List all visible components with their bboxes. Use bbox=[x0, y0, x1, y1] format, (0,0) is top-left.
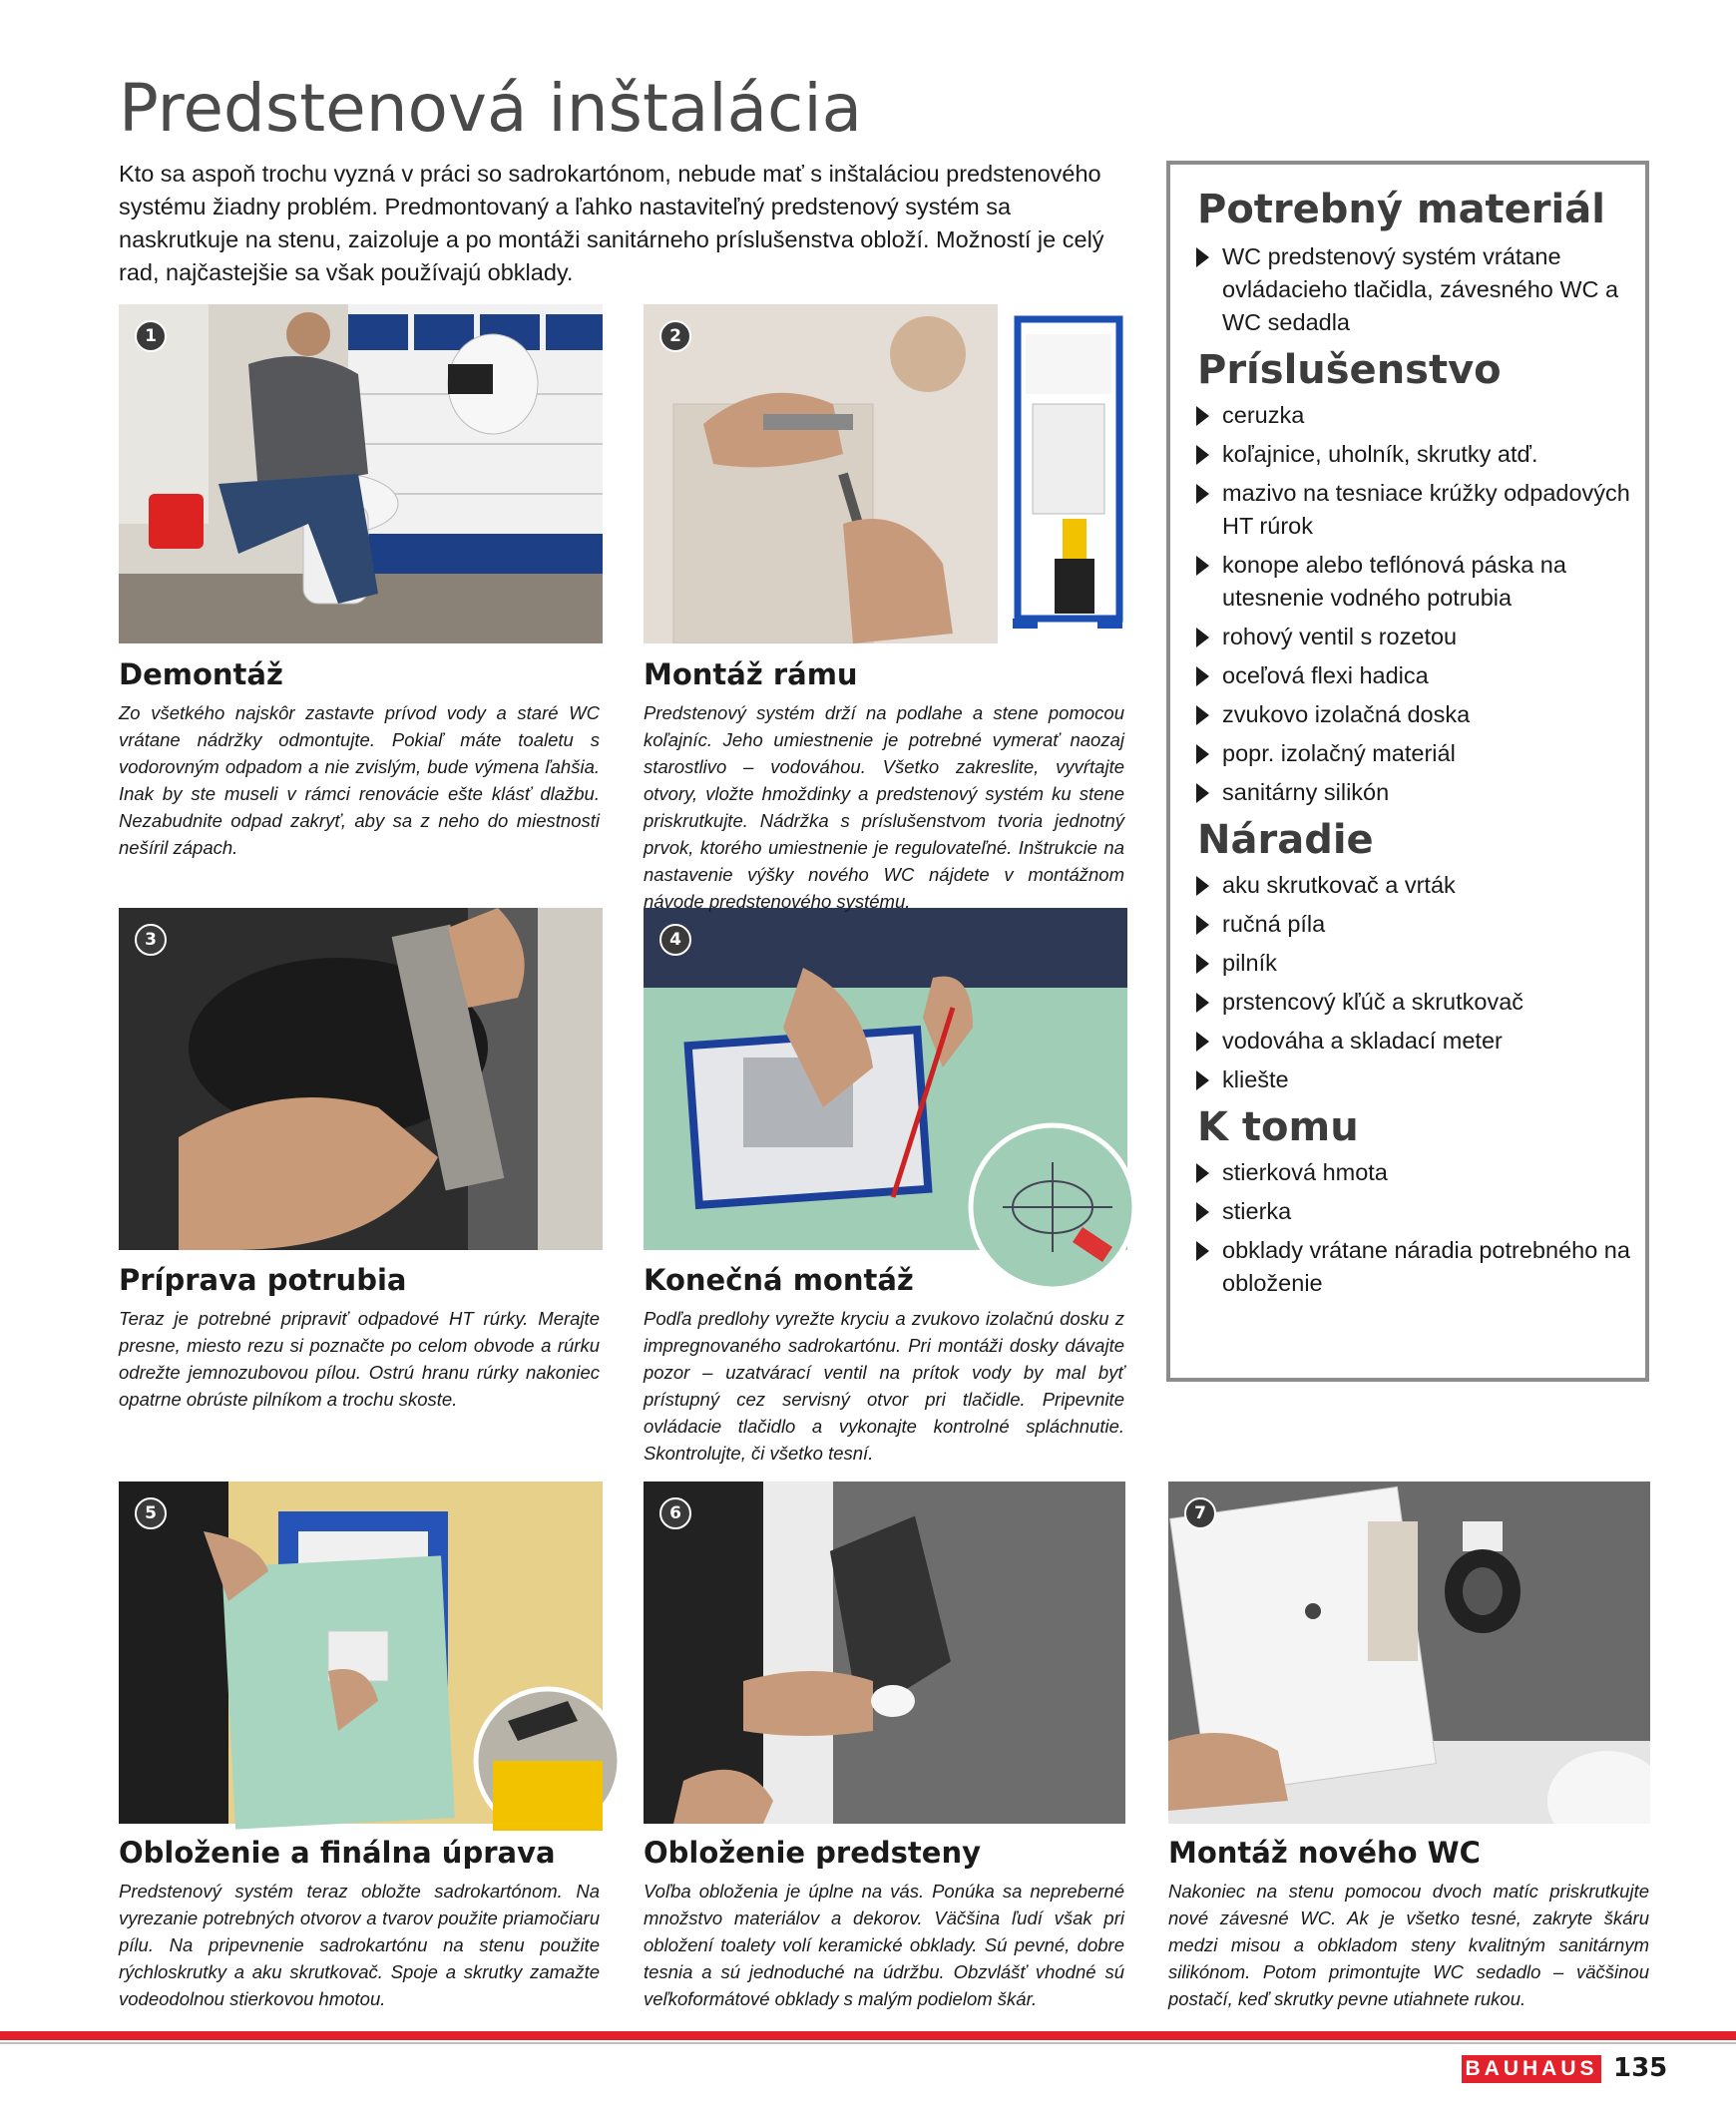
sidebar-list-item: ceruzka bbox=[1196, 399, 1645, 432]
triangle-bullet-icon bbox=[1196, 1241, 1209, 1261]
step-title: Obloženie predsteny bbox=[644, 1836, 982, 1870]
triangle-bullet-icon bbox=[1196, 876, 1209, 896]
sidebar-heading-accessories: Príslušenstvo bbox=[1197, 347, 1502, 393]
sidebar-list-item: WC predstenový systém vrátane ovládacieho tlačidla, závesného WC a WC sedadla bbox=[1196, 240, 1645, 339]
sidebar-list-item: stierková hmota bbox=[1196, 1156, 1645, 1189]
step-text: Zo všetkého najskôr zastavte prívod vody a staré WC vrátane nádržky odmontujte. Pokiaľ máte toaletu s vodorovným odpadom a nie zvislým, bude výmena ľahšia. Inak by ste museli v rámci renovácie ešte klásť dlažbu. Nezabudnite odpad zakryť, aby sa z neho do miestnosti nešíril zápach. bbox=[119, 702, 600, 858]
sidebar-list-item: oceľová flexi hadica bbox=[1196, 659, 1645, 692]
sidebar-heading-material: Potrebný materiál bbox=[1197, 187, 1605, 232]
step-number-badge: 5 bbox=[135, 1497, 167, 1529]
triangle-bullet-icon bbox=[1196, 954, 1209, 974]
page-title: Predstenová inštalácia bbox=[119, 70, 863, 147]
sidebar-list-item: stierka bbox=[1196, 1195, 1645, 1228]
sidebar-list-item: konope alebo teflónová páska na utesnenie vodného potrubia bbox=[1196, 549, 1645, 615]
sidebar-list-item: rohový ventil s rozetou bbox=[1196, 621, 1645, 653]
step-title: Montáž nového WC bbox=[1168, 1836, 1481, 1870]
triangle-bullet-icon bbox=[1196, 1070, 1209, 1090]
step-number-badge: 4 bbox=[659, 924, 691, 956]
triangle-bullet-icon bbox=[1196, 628, 1209, 647]
sidebar-list-item: zvukovo izolačná doska bbox=[1196, 698, 1645, 731]
step-number-badge: 1 bbox=[135, 320, 167, 352]
sidebar-list-item: obklady vrátane náradia potrebného na obloženie bbox=[1196, 1234, 1645, 1300]
triangle-bullet-icon bbox=[1196, 666, 1209, 686]
triangle-bullet-icon bbox=[1196, 445, 1209, 465]
step-text: Predstenový systém teraz obložte sadrokartónom. Na vyrezanie potrebných otvorov a tvarov použite priamočiaru pílu. Na pripevnenie sadrokartónu na stenu použite rýchloskrutky a aku skrutkovač. Spoje a skrutky zamažte vodeodolnou stierkovou hmotou. bbox=[119, 1881, 600, 2009]
triangle-bullet-icon bbox=[1196, 1032, 1209, 1052]
photo-step-2 bbox=[644, 304, 1137, 643]
step-title: Montáž rámu bbox=[644, 657, 858, 691]
triangle-bullet-icon bbox=[1196, 915, 1209, 935]
triangle-bullet-icon bbox=[1196, 556, 1209, 576]
sidebar-list-item: sanitárny silikón bbox=[1196, 776, 1645, 809]
step-title: Demontáž bbox=[119, 657, 283, 691]
sidebar-list-item: koľajnice, uholník, skrutky atď. bbox=[1196, 438, 1645, 471]
materials-sidebar bbox=[1166, 161, 1649, 1382]
sidebar-list-item: aku skrutkovač a vrták bbox=[1196, 869, 1645, 902]
photo-step-5 bbox=[119, 1482, 628, 1836]
triangle-bullet-icon bbox=[1196, 993, 1209, 1013]
triangle-bullet-icon bbox=[1196, 783, 1209, 803]
step-text: Podľa predlohy vyrežte kryciu a zvukovo izolačnú dosku z impregnovaného sadrokartónu. Pri montáži dosky dávajte pozor – uzatvárací ventil na prítok vody by mal byť prístupný cez servisný otvor pri tlačidle. Pripevnite ovládacie tlačidlo a vykonajte kontrolné spláchnutie. Skontrolujte, či všetko tesní. bbox=[644, 1308, 1124, 1464]
page-number: 135 bbox=[1613, 2053, 1668, 2083]
sidebar-heading-tools: Náradie bbox=[1197, 817, 1374, 863]
step-title: Obloženie a finálna úprava bbox=[119, 1836, 556, 1870]
photo-step-7 bbox=[1168, 1482, 1650, 1824]
triangle-bullet-icon bbox=[1196, 705, 1209, 725]
step-text: Voľba obloženia je úplne na vás. Ponúka sa nepreberné množstvo materiálov a dekorov. Väčšina ľudí však pri obložení toalety volí keramické obklady. Sú pevné, dobre tesnia a sú jednoduché na údržbu. Obzvlášť vhodné sú veľkoformátové obklady s malým podielom škár. bbox=[644, 1881, 1124, 2009]
intro-text: Kto sa aspoň trochu vyzná v práci so sadrokartónom, nebude mať s inštaláciou predstenového systému žiadny problém. Predmontovaný a ľahko nastaviteľný predstenový systém sa naskrutkuje na stenu, zaizoluje a po montáži sanitárneho príslušenstva obloží. Možností je celý rad, najčastejšie sa však používajú obklady. bbox=[119, 161, 1104, 285]
photo-step-4 bbox=[644, 908, 1142, 1292]
photo-step-3 bbox=[119, 908, 603, 1250]
triangle-bullet-icon bbox=[1196, 247, 1209, 267]
step-title: Konečná montáž bbox=[644, 1263, 914, 1297]
step-text: Nakoniec na stenu pomocou dvoch matíc priskrutkujte nové závesné WC. Ak je všetko tesné, zakryte škáru medzi misou a obkladom steny kvalitným sanitárnym silikónom. Potom primontujte WC sedadlo – väčšinou postačí, keď skrutky pevne utiahnete rukou. bbox=[1168, 1881, 1649, 2009]
triangle-bullet-icon bbox=[1196, 406, 1209, 426]
triangle-bullet-icon bbox=[1196, 744, 1209, 764]
triangle-bullet-icon bbox=[1196, 484, 1209, 504]
step-number-badge: 2 bbox=[659, 320, 691, 352]
sidebar-list-item: kliešte bbox=[1196, 1063, 1645, 1096]
sidebar-heading-also: K tomu bbox=[1197, 1104, 1359, 1150]
triangle-bullet-icon bbox=[1196, 1202, 1209, 1222]
sidebar-list-item: pilník bbox=[1196, 947, 1645, 980]
step-number-badge: 7 bbox=[1184, 1497, 1216, 1529]
photo-step-6 bbox=[644, 1482, 1125, 1824]
sidebar-list-item: ručná píla bbox=[1196, 908, 1645, 941]
bauhaus-logo: BAUHAUS bbox=[1462, 2055, 1601, 2083]
step-number-badge: 3 bbox=[135, 924, 167, 956]
sidebar-list-item: vodováha a skladací meter bbox=[1196, 1025, 1645, 1058]
photo-step-1 bbox=[119, 304, 603, 643]
triangle-bullet-icon bbox=[1196, 1163, 1209, 1183]
sidebar-list-item: prstencový kľúč a skrutkovač bbox=[1196, 986, 1645, 1019]
sidebar-list-item: popr. izolačný materiál bbox=[1196, 737, 1645, 770]
step-text: Teraz je potrebné pripraviť odpadové HT rúrky. Merajte presne, miesto rezu si poznačte po celom obvode a rúrku odrežte jemnozubovou pílou. Ostrú hranu rúrky nakoniec opatrne obrúste pilníkom a trochu skoste. bbox=[119, 1308, 600, 1410]
footer-red-rule bbox=[0, 2031, 1736, 2040]
step-number-badge: 6 bbox=[659, 1497, 691, 1529]
step-text: Predstenový systém drží na podlahe a stene pomocou koľajníc. Jeho umiestnenie je potrebné vymerať naozaj starostlivo – vodováhou. Všetko zakreslite, vyvŕtajte otvory, vložte hmoždinky a predstenový systém ku stene priskrutkujte. Nádržka s príslušenstvom tvoria jednotný prvok, ktorého umiestnenie je regulovateľné. Inštrukcie na nastavenie výšky nového WC nájdete v montážnom návode predstenového systému. bbox=[644, 702, 1124, 912]
step-title: Príprava potrubia bbox=[119, 1263, 407, 1297]
sidebar-list-item: mazivo na tesniace krúžky odpadových HT rúrok bbox=[1196, 477, 1645, 543]
footer-gray-rule bbox=[0, 2042, 1736, 2044]
